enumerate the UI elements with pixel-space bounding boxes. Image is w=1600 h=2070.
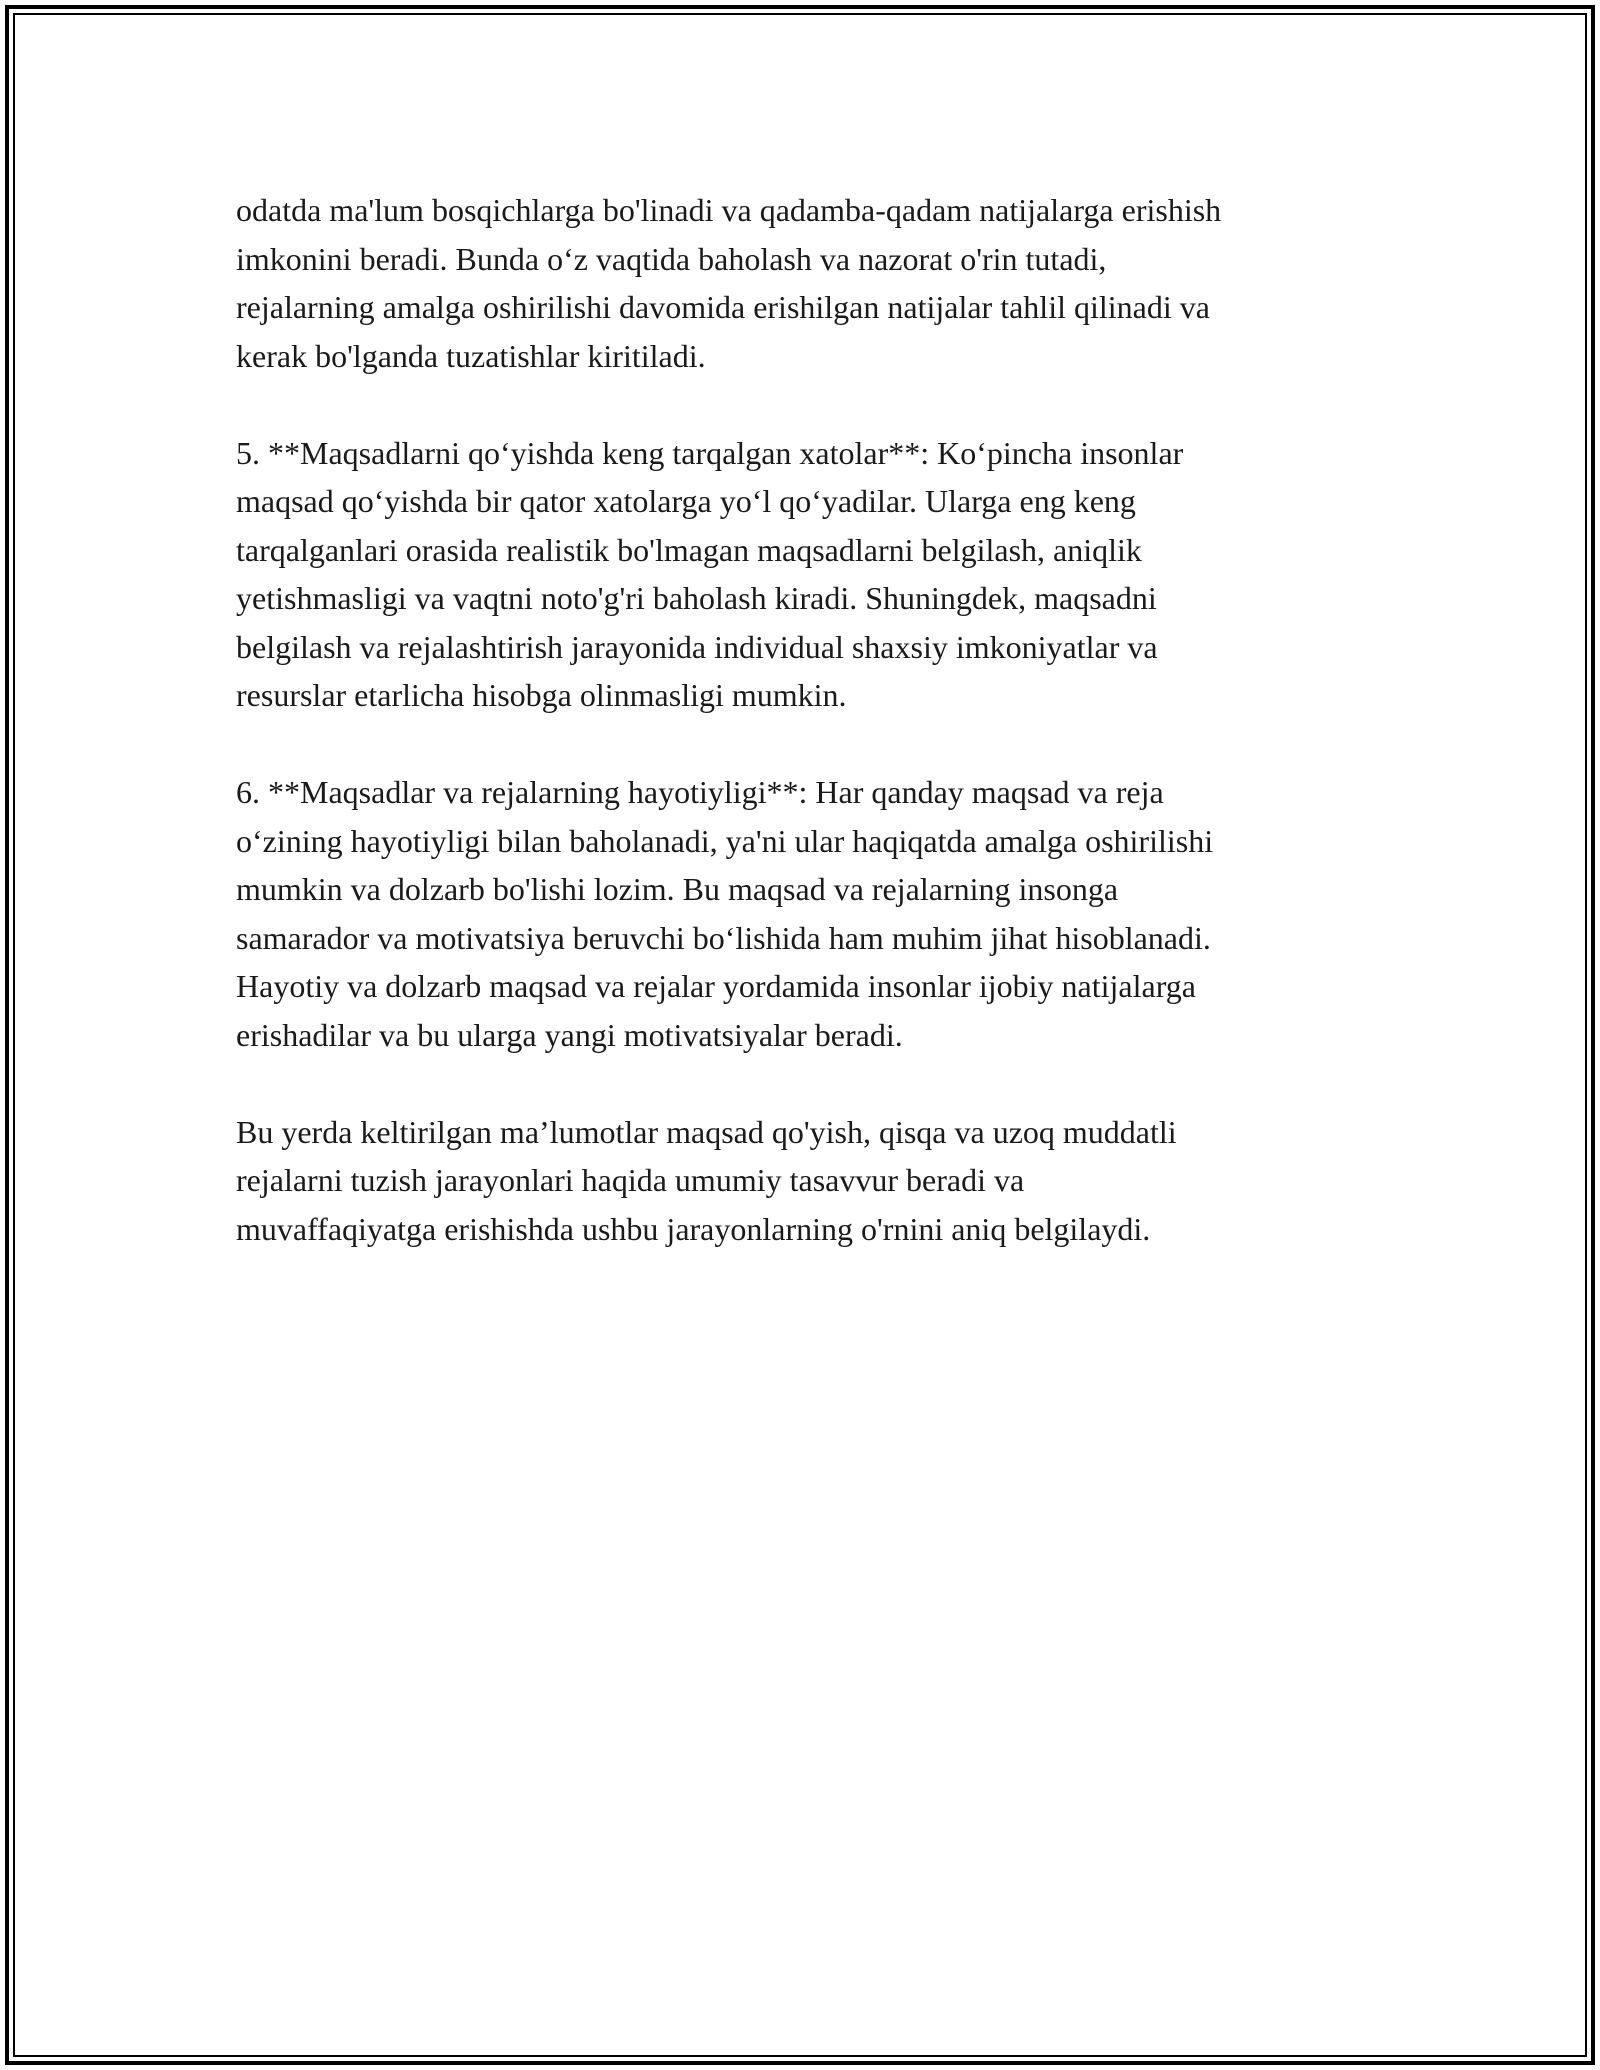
text-line: Bu yerda keltirilgan ma’lumotlar maqsad qo'yish, qisqa va uzoq muddatli	[236, 1113, 1177, 1150]
text-line: 5. **Maqsadlarni qo‘yishda keng tarqalgan xatolar**: Ko‘pincha insonlar	[236, 434, 1184, 471]
paragraph-continuation	[236, 186, 1396, 380]
text-line: rejalarning amalga oshirilishi davomida erishilgan natijalar tahlil qilinadi va	[236, 289, 1210, 325]
text-line: erishadilar va bu ularga yangi motivatsiyalar beradi.	[236, 1016, 903, 1053]
text-line: kerak bo'lganda tuzatishlar kiritiladi.	[236, 337, 706, 374]
text-line: samarador va motivatsiya beruvchi bo‘lishida ham muhim jihat hisoblanadi.	[236, 919, 1211, 956]
text-line: mumkin va dolzarb bo'lishi lozim. Bu maqsad va rejalarning insonga	[236, 871, 1119, 907]
text-line: muvaffaqiyatga erishishda ushbu jarayonlarning o'rnini aniq belgilaydi.	[236, 1210, 1151, 1247]
text-line: odatda ma'lum bosqichlarga bo'linadi va qadamba-qadam natijalarga erishish	[236, 192, 1222, 228]
text-line: resurslar etarlicha hisobga olinmasligi mumkin.	[236, 677, 847, 713]
text-line: belgilash va rejalashtirish jarayonida individual shaxsiy imkoniyatlar va	[236, 628, 1158, 665]
paragraph-item-6	[236, 768, 1396, 1059]
text-line: tarqalganlari orasida realistik bo'lmagan maqsadlarni belgilash, aniqlik	[236, 531, 1142, 568]
text-line: o‘zining hayotiyligi bilan baholanadi, ya'ni ular haqiqatda amalga oshirilishi	[236, 822, 1214, 859]
text-line: Hayotiy va dolzarb maqsad va rejalar yordamida insonlar ijobiy natijalarga	[236, 968, 1196, 1004]
text-line: maqsad qo‘yishda bir qator xatolarga yo‘l qo‘yadilar. Ularga eng keng	[236, 483, 1136, 519]
document-body	[236, 186, 1396, 1302]
paragraph-conclusion	[236, 1108, 1396, 1254]
paragraph-item-5	[236, 429, 1396, 720]
text-line: 6. **Maqsadlar va rejalarning hayotiyligi**: Har qanday maqsad va reja	[236, 774, 1164, 810]
text-line: yetishmasligi va vaqtni noto'g'ri baholash kiradi. Shuningdek, maqsadni	[236, 580, 1157, 616]
text-line: imkonini beradi. Bunda o‘z vaqtida baholash va nazorat o'rin tutadi,	[236, 240, 1107, 277]
text-line: rejalarni tuzish jarayonlari haqida umumiy tasavvur beradi va	[236, 1162, 1025, 1198]
